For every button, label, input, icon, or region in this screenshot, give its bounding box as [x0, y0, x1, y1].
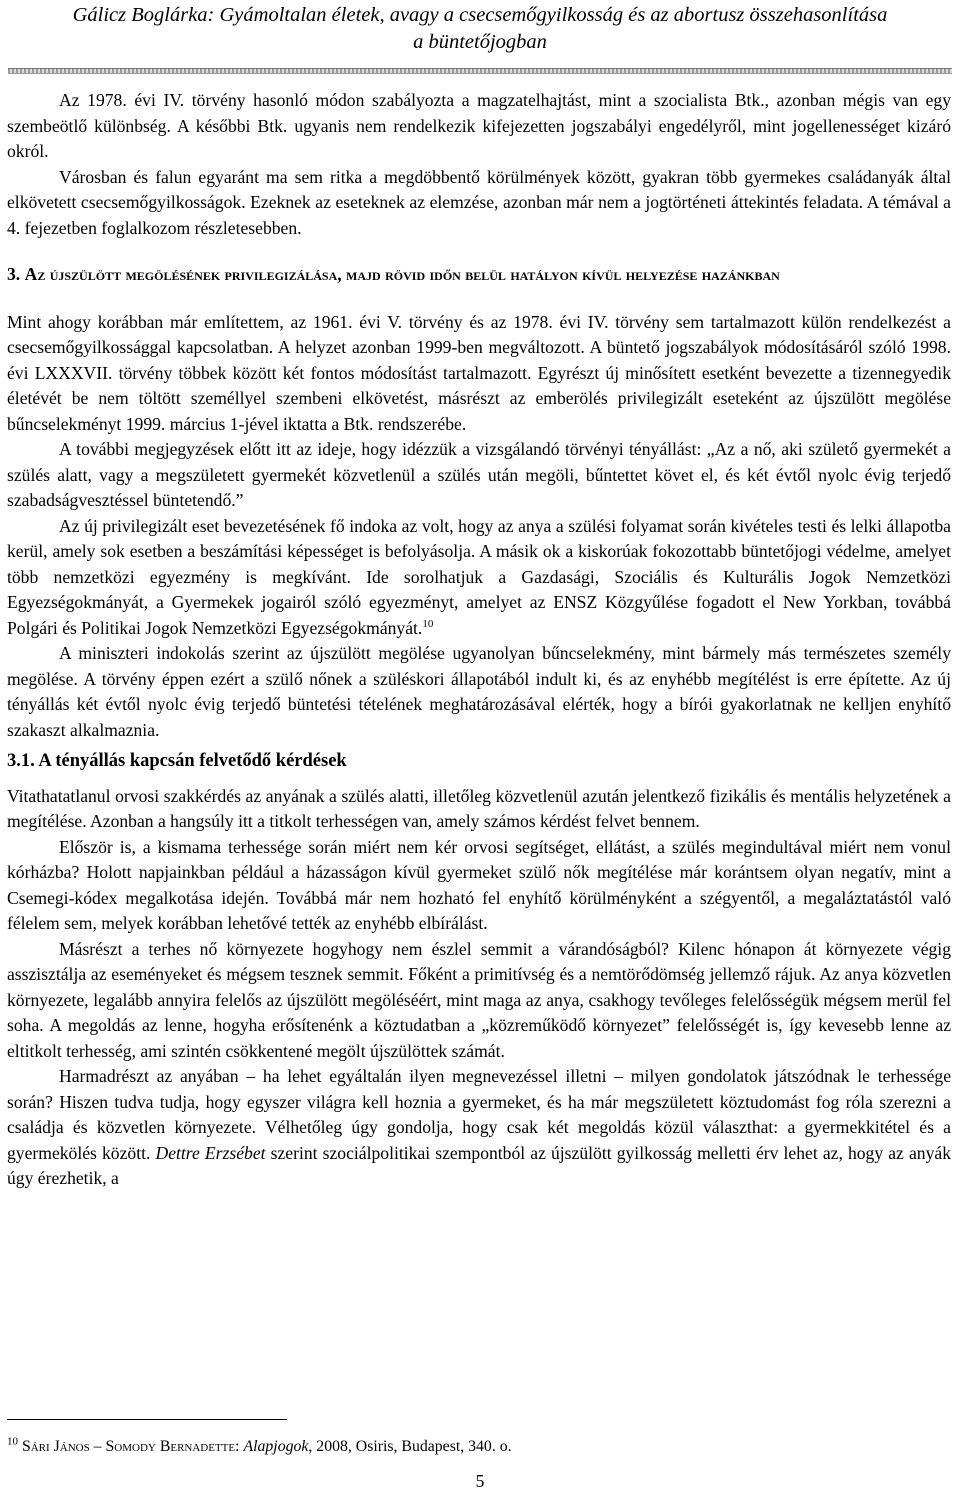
section-3-title: Az újszülött megölésének privilegizálása, majd rövid időn belül hatályon kívül helyezése hazánkban — [24, 264, 780, 284]
header-line-1: Gálicz Boglárka: Gyámoltalan életek, avagy a csecsemőgyilkosság és az abortusz összehasonlítása — [72, 4, 888, 26]
body-text — [7, 88, 951, 1192]
section-3-paragraph-4: A miniszteri indokolás szerint az újszülött megölése ugyanolyan bűncselekmény, mint bármely más természetes személy megölése. A törvény éppen ezért a szülő nőnek a szüléskori állapotából indult ki, és az enyhébb megítélést is erre építette. Az új tényállás két évtől nyolc évig terjedő büntetési tételének meghatározásával elérték, hogy a bírói gyakorlatnak ne kelljen enyhítő szakaszt alkalmaznia. — [7, 643, 951, 740]
running-header — [0, 2, 960, 56]
footnote-divider — [7, 1419, 287, 1420]
section-3-1-paragraph-4-start: Harmadrészt az anyában – ha lehet egyáltalán ilyen megnevezéssel illetni – milyen gondolatok játszódnak le terhessége során? Hiszen tudva tudja, hogy egyszer világra kell hoznia a gyermeket, és ha már megszületett köztudomást fog róla szerezni a családja és közvetlen környezete. Vélhetőleg úgy gondolja, hogy csak két megoldás közül választhat: a gyermekkitétel és a gyermekölés között. — [7, 1066, 951, 1163]
section-3-1-paragraph-2: Először is, a kismama terhessége során miért nem kér orvosi segítséget, ellátást, a szülés megindultával miért nem vonul kórházba? Holott napjainkban például a házasságon kívül gyermeket szülő nők megítélése már korántsem olyan negatív, mint a Csemegi-kódex megalkotása idején. Továbbá már nem hozható fel enyhítő körülményként a szégyentől, a megaláztatástól való félelem sem, melyek korábban lehetővé tették az enyhébb elbírálást. — [7, 836, 951, 933]
footnote-title: Alapjogok — [243, 1438, 309, 1455]
section-3-paragraph-1: Mint ahogy korábban már említettem, az 1961. évi V. törvény és az 1978. évi IV. törvény sem tartalmazott külön rendelkezést a csecsemőgyilkossággal kapcsolatban. A helyzet azonban 1999-ben megváltozott. A büntető jogszabályok módosításáról szóló 1998. évi LXXXVII. törvény többek között két fontos módosítást tartalmazott. Egyrészt új minősített esetként bevezette a tizennegyedik életévét be nem töltött személlyel szembeni elkövetést, másrészt az emberölés privilegizált eseteként az újszülött megölése bűncselekményt 1999. március 1-jével iktatta a Btk. rendszerébe. — [7, 311, 951, 434]
header-line-2: a büntetőjogban — [413, 31, 547, 53]
section-3-paragraph-3-text: Az új privilegizált eset bevezetésének fő indoka az volt, hogy az anya a szülési folyamat során kivételes testi és lelki állapotba kerül, amely sok esetben a beszámítási képességet is befolyásolja. A másik ok a kiskorúak fokozottabb büntetőjogi védelme, amelyet több nemzetközi egyezmény is megkívánt. Ide sorolhatjuk a Gazdasági, Szociális és Kulturális Jogok Nemzetközi Egyezségokmányát, a Gyermekek jogairól szóló egyezményt, amelyet az ENSZ Közgyűlése fogadott el New Yorkban, továbbá Polgári és Politikai Jogok Nemzetközi Egyezségokmányát. — [7, 515, 951, 638]
section-3-paragraph-2: A további megjegyzések előtt itt az ideje, hogy idézzük a vizsgálandó törvényi tényállást: „Az a nő, aki születő gyermekét a szülés alatt, vagy a megszületett gyermekét közvetlenül a szülés után megöli, bűntettet követ el, és két évtől nyolc évig terjedő szabadságvesztéssel büntetendő.” — [7, 439, 951, 510]
footnote-number: 10 — [7, 1435, 18, 1448]
intro-paragraph-1: Az 1978. évi IV. törvény hasonló módon szabályozta a magzatelhajtást, mint a szocialista Btk., azonban mégis van egy szembeötlő különbség. A későbbi Btk. ugyanis nem rendelkezik kifejezetten jogszabályi engedélyről, mint jogellenességet kizáró okról. — [7, 90, 951, 161]
section-3-1-paragraph-3: Másrészt a terhes nő környezete hogyhogy nem észlel semmit a várandóságból? Kilenc hónapon át környezete végig asszisztálja az eseményeket és mégsem tesznek semmit. Főként a primitívség és a nemtörődömség jellemző rájuk. Az anya közvetlen környezete, legalább annyira felelős az újszülött megöléséért, mint maga az anya, csakhogy tevőleges felelősségük mégsem merül fel soha. A megoldás az lenne, hogyha erősítenénk a köztudatban a „közreműködő környezet” felelősségét is, így kevesebb lenne az eltitkolt terhesség, ami szintén csökkentené megölt újszülöttek számát. — [7, 938, 951, 1061]
page-number: 5 — [475, 1471, 485, 1491]
footnote — [7, 1437, 951, 1457]
section-3-1-heading: 3.1. A tényállás kapcsán felvetődő kérdések — [7, 751, 347, 771]
cited-author-name: Dettre Erzsébet — [155, 1142, 266, 1163]
footnote-details: , 2008, Osiris, Budapest, 340. o. — [308, 1438, 512, 1455]
footnote-reference: 10 — [422, 617, 434, 630]
header-divider — [8, 68, 952, 74]
section-3-1-paragraph-4 — [7, 1064, 951, 1192]
section-3-1-paragraph-1: Vitathatatlanul orvosi szakkérdés az anyának a szülés alatti, illetőleg közvetlenül azután jelentkező fizikális és mentális helyzetének a megítélése. Azonban a hangsúly itt a titkolt terhességen van, amely számos kérdést felvet bennem. — [7, 785, 951, 831]
section-3-heading — [7, 262, 951, 288]
footnote-authors: Sári János – Somody Bernadette: — [21, 1438, 240, 1455]
intro-paragraph-2: Városban és falun egyaránt ma sem ritka a megdöbbentő körülmények között, gyakran több gyermekes családanyák által elkövetett csecsemőgyilkosságok. Ezeknek az eseteknek az elemzése, azonban már nem a jogtörténeti áttekintés feladata. A témával a 4. fejezetben foglalkozom részletesebben. — [7, 166, 951, 238]
section-3-1-paragraph-4-end: szerint szociálpolitikai szempontból az újszülött gyilkosság melletti érv lehet az, hogy az anyák úgy érezhetik, a — [7, 1142, 951, 1188]
section-3-number: 3. — [7, 264, 21, 284]
section-3-paragraph-3 — [7, 514, 951, 642]
